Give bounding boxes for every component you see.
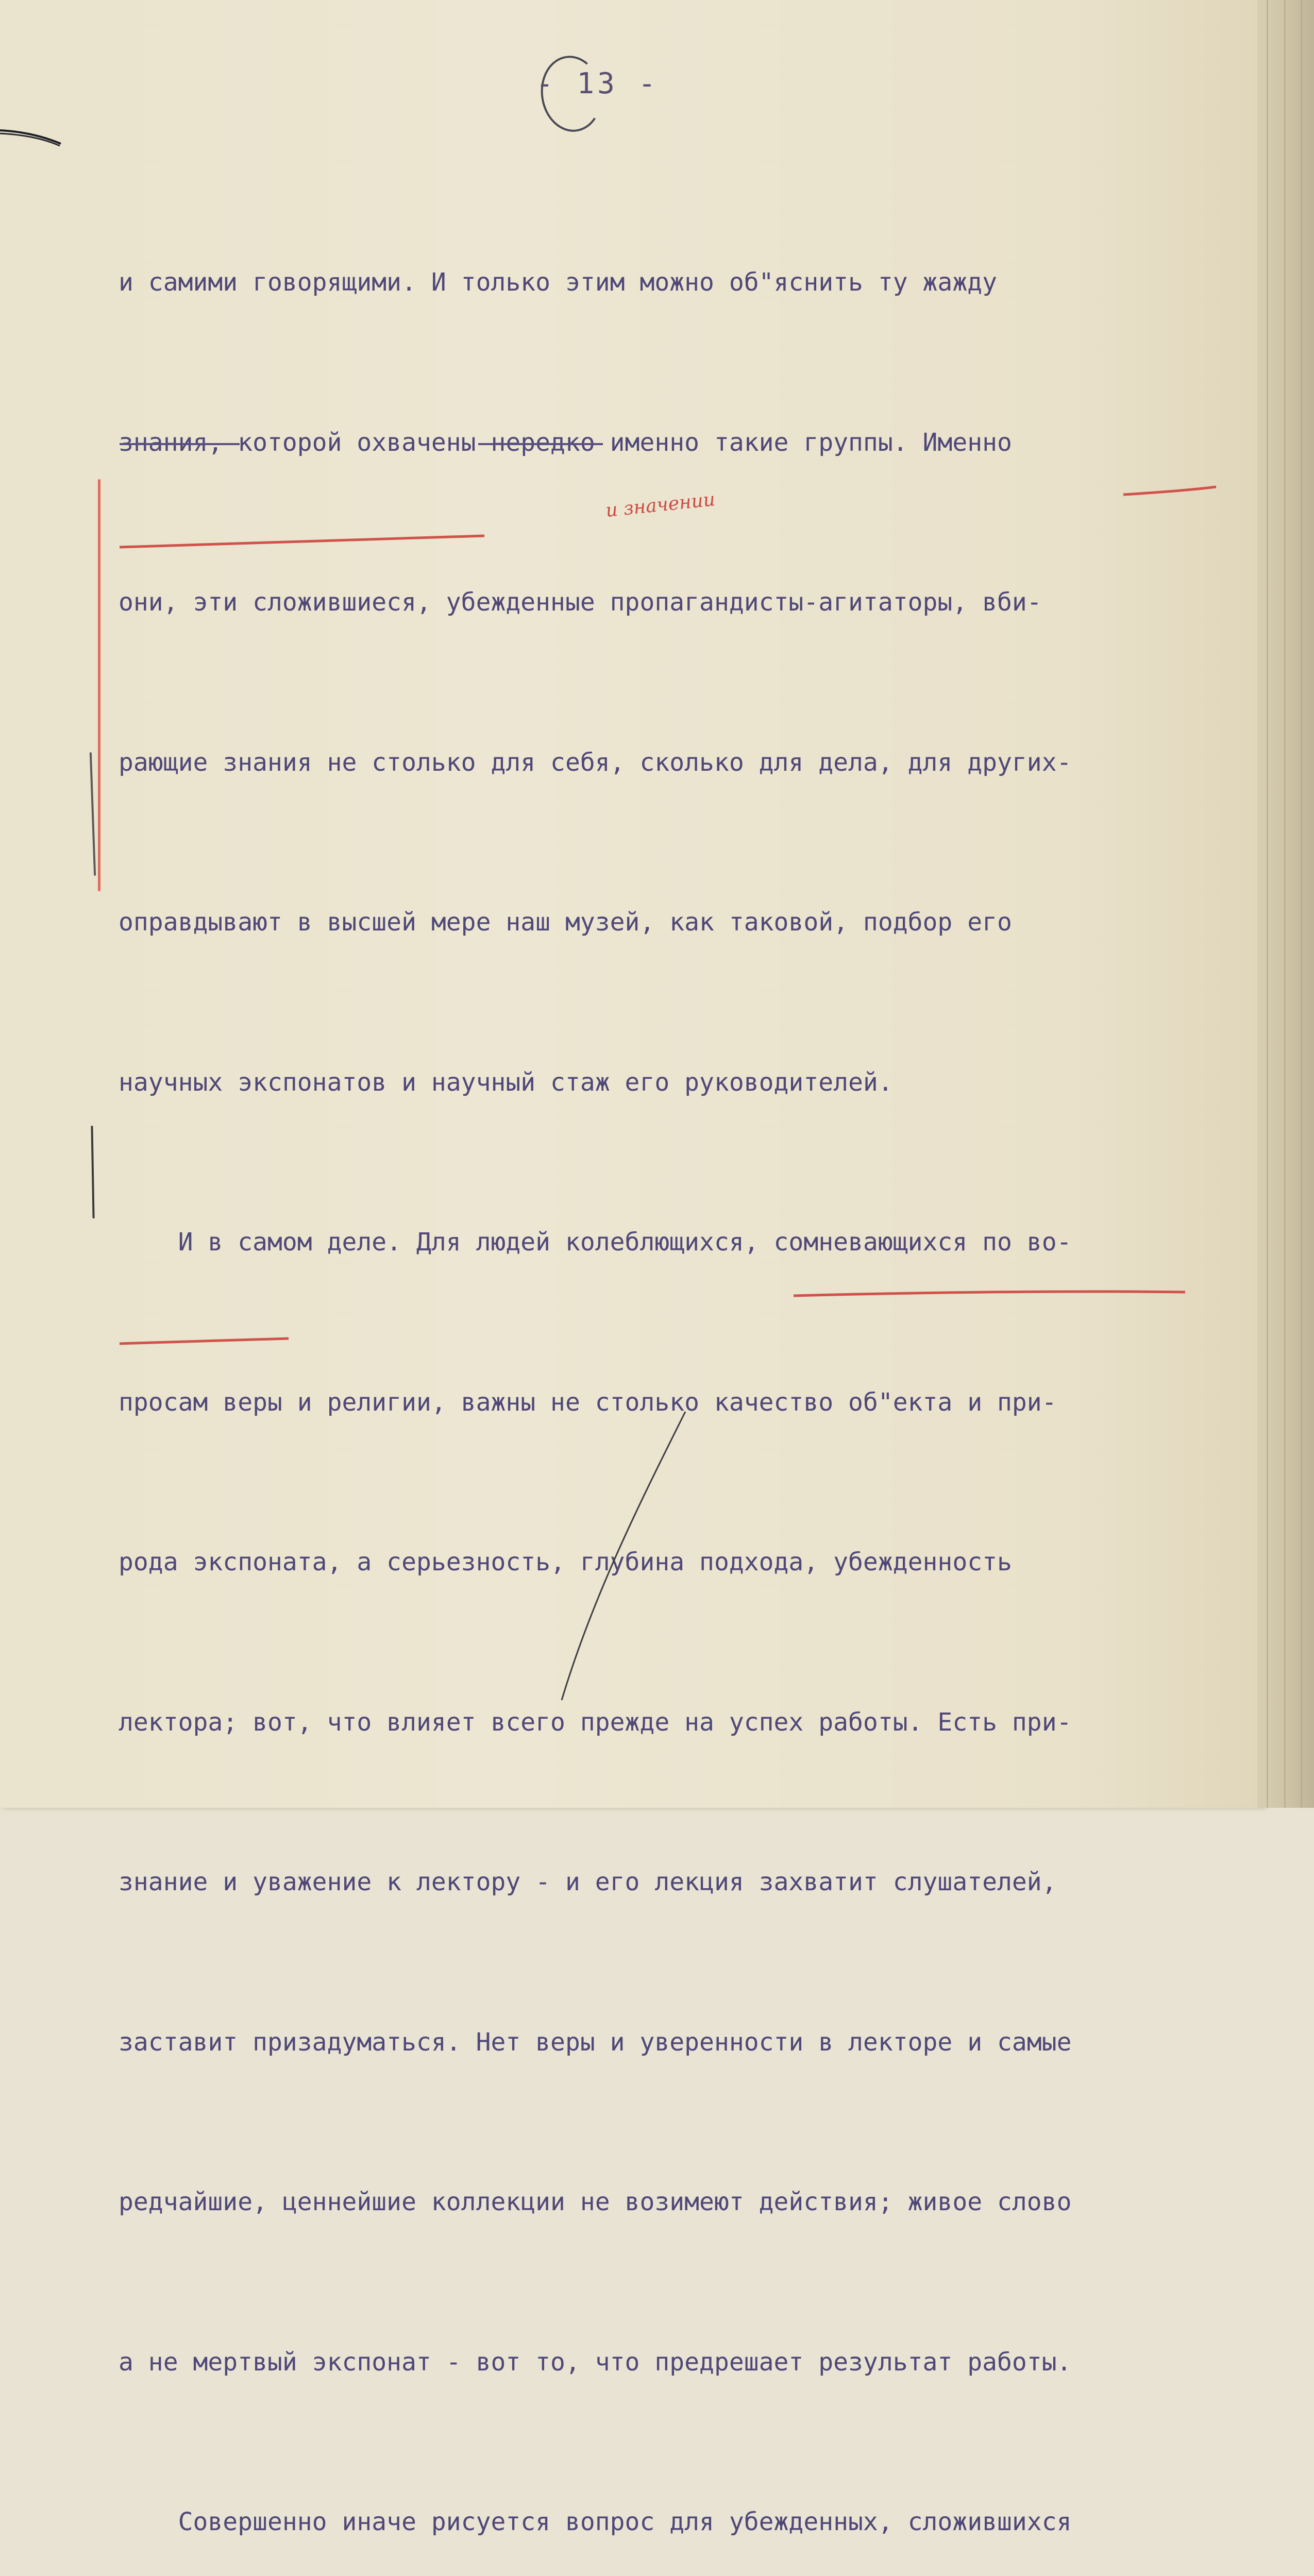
text-line: рающие знания не столько для себя, сколько для дела, для других- — [119, 748, 1072, 777]
text-line-underlined: научных экспонатов и научный стаж его руководителей. — [119, 1067, 893, 1097]
page-number: - 13 - — [536, 67, 659, 100]
text-line: и самими говорящими. И только этим можно об"яснить ту жажду — [119, 268, 998, 297]
text-line: знание и уважение к лектору - и его лекция захватит слушателей, — [119, 1868, 1057, 1896]
margin-red-mark — [98, 479, 100, 891]
underlying-pages — [1257, 0, 1314, 1808]
text-line: заставит призадуматься. Нет веры и уверенности в лекторе и самые — [119, 2027, 1072, 2057]
text-line: лектора; вот, что влияет всего прежде на успех работы. Есть при- — [119, 1707, 1072, 1737]
text-line-struck: просам веры и религии, важны не столько качество об"екта и при- — [119, 1387, 1057, 1417]
text-line: знания, которой охвачены нередко именно такие группы. Именно — [119, 428, 1012, 457]
text-line: редчайшие, ценнейшие коллекции не возимеют действия; живое слово — [119, 2188, 1072, 2216]
text-line: рода экспоната, а серьезность, глубина подхода, убежденность — [119, 1548, 1012, 1577]
page-edge — [1301, 0, 1302, 1808]
text-line: Совершенно иначе рисуется вопрос для убежденных, сложившихся — [119, 2507, 1072, 2536]
text-line: И в самом деле. Для людей колеблющихся, сомневающихся по во- — [119, 1228, 1072, 1257]
typewritten-text — [119, 149, 1221, 2576]
handwritten-insertion: и значении — [604, 488, 716, 522]
text-line: а не мертвый экспонат - вот то, что предрешает результат работы. — [119, 2347, 1072, 2377]
page-edge — [1284, 0, 1286, 1808]
text-line: оправдывают в высшей мере наш музей, как таковой, подбор его — [119, 908, 1012, 937]
binding-thread-icon — [0, 126, 62, 147]
text-line: они, эти сложившиеся, убежденные пропагандисты-агитаторы, вби- — [119, 588, 1042, 617]
page-edge — [1267, 0, 1268, 1808]
